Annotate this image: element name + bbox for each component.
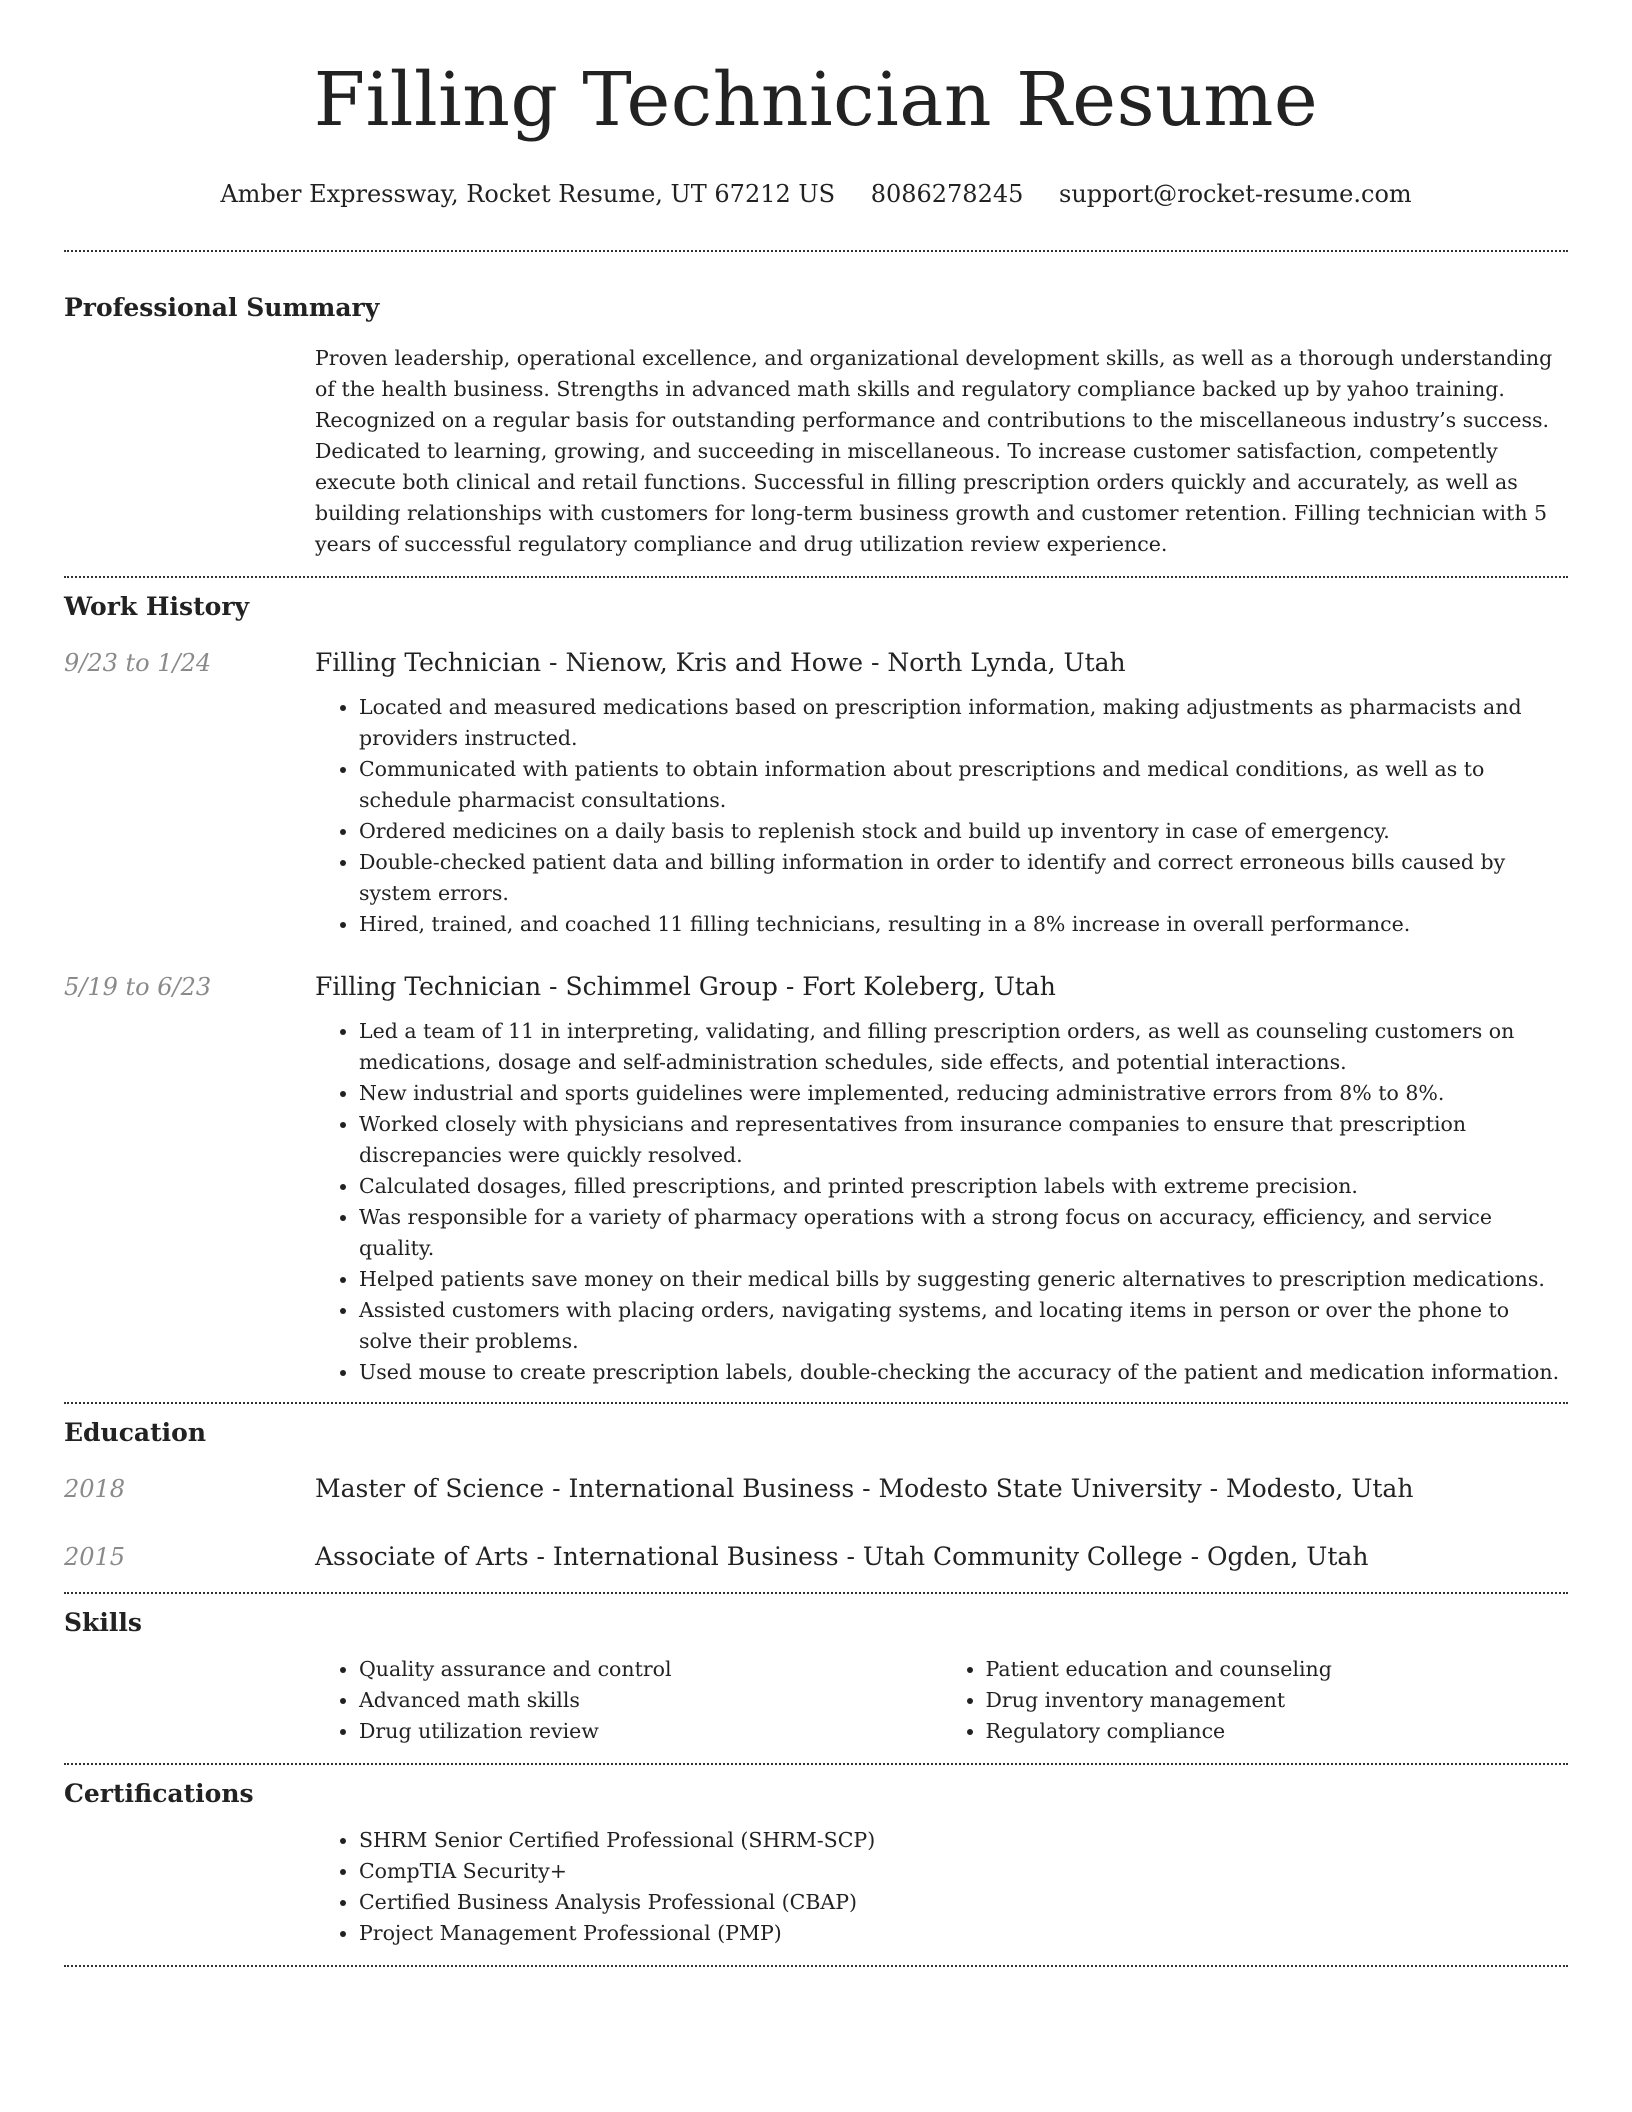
list-item: • CompTIA Security+ (359, 1856, 1568, 1887)
list-item: • Assisted customers with placing orders, navigating systems, and locating items in person or over the phone to solve their problems. (359, 1295, 1568, 1357)
list-item: • SHRM Senior Certified Professional (SHRM-SCP) (359, 1825, 1568, 1856)
skills-section (64, 1594, 1568, 1763)
list-item: • Project Management Professional (PMP) (359, 1918, 1568, 1949)
list-item: • Advanced math skills (359, 1685, 942, 1716)
contact-email: support@rocket-resume.com (1059, 180, 1412, 208)
contact-line (64, 178, 1568, 210)
list-item: • Hired, trained, and coached 11 filling technicians, resulting in a 8% increase in overall performance. (359, 909, 1568, 940)
list-item: • Quality assurance and control (359, 1654, 942, 1685)
summary-section (64, 252, 1568, 576)
section-title-education: Education (64, 1418, 207, 1447)
certifications-list (315, 1825, 1568, 1949)
list-item: • Used mouse to create prescription labels, double-checking the accuracy of the patient and medication information. (359, 1357, 1568, 1388)
list-item: • Drug utilization review (359, 1716, 942, 1747)
list-item: • Patient education and counseling (986, 1654, 1569, 1685)
list-item: • Located and measured medications based on prescription information, making adjustments as pharmacists and providers instructed. (359, 692, 1568, 754)
skills-list-right (942, 1654, 1569, 1747)
divider (64, 1965, 1568, 1967)
job-dates: 5/19 to 6/23 (64, 973, 212, 1001)
skills-list-left (315, 1654, 942, 1747)
list-item: • New industrial and sports guidelines were implemented, reducing administrative errors from 8% to 8%. (359, 1078, 1568, 1109)
education-section (64, 1404, 1568, 1592)
resume-page (64, 0, 1568, 1967)
job-bullets (315, 1016, 1568, 1388)
resume-header (64, 0, 1568, 210)
job-title: Filling Technician - Schimmel Group - Fort Koleberg, Utah (315, 972, 1056, 1001)
resume-title: Filling Technician Resume (313, 57, 1319, 143)
list-item: • Double-checked patient data and billing information in order to identify and correct erroneous bills caused by system errors. (359, 847, 1568, 909)
education-entry (64, 1540, 1568, 1592)
job-title: Filling Technician - Nienow, Kris and Howe - North Lynda, Utah (315, 648, 1126, 677)
summary-text: Proven leadership, operational excellence, and organizational development skills, as well as a thorough understanding of the health business. Strengths in advanced math skills and regulatory compliance backed up by yahoo training. Recognized on a regular basis for outstanding performance and contributions to the miscellaneous industry’s success. Dedicated to learning, growing, and succeeding in miscellaneous. To increase customer satisfaction, competently execute both clinical and retail functions. Successful in filling prescription orders quickly and accurately, as well as building relationships with customers for long-term business growth and customer retention. Filling technician with 5 years of successful regulatory compliance and drug utilization review experience. (315, 346, 1553, 556)
list-item: • Ordered medicines on a daily basis to replenish stock and build up inventory in case of emergency. (359, 816, 1568, 847)
list-item: • Communicated with patients to obtain information about prescriptions and medical conditions, as well as to schedule pharmacist consultations. (359, 754, 1568, 816)
education-year: 2018 (64, 1475, 126, 1503)
section-title-summary: Professional Summary (64, 293, 380, 322)
list-item: • Regulatory compliance (986, 1716, 1569, 1747)
education-year: 2015 (64, 1543, 126, 1571)
education-entry (64, 1472, 1568, 1506)
education-degree: Master of Science - International Business - Modesto State University - Modesto, Utah (315, 1474, 1414, 1503)
section-title-skills: Skills (64, 1608, 142, 1637)
job-entry (64, 646, 1568, 940)
work-history-section (64, 578, 1568, 1402)
list-item: • Certified Business Analysis Professional (CBAP) (359, 1887, 1568, 1918)
section-title-work: Work History (64, 592, 250, 621)
list-item: • Drug inventory management (986, 1685, 1569, 1716)
list-item: • Worked closely with physicians and representatives from insurance companies to ensure that prescription discrepancies were quickly resolved. (359, 1109, 1568, 1171)
job-entry (64, 970, 1568, 1402)
contact-phone: 8086278245 (870, 180, 1024, 208)
section-title-certifications: Certifications (64, 1779, 254, 1808)
contact-address: Amber Expressway, Rocket Resume, UT 67212 US (220, 180, 836, 208)
education-degree: Associate of Arts - International Business - Utah Community College - Ogden, Utah (315, 1542, 1369, 1571)
list-item: • Was responsible for a variety of pharmacy operations with a strong focus on accuracy, efficiency, and service quality. (359, 1202, 1568, 1264)
job-bullets (315, 692, 1568, 940)
list-item: • Helped patients save money on their medical bills by suggesting generic alternatives to prescription medications. (359, 1264, 1568, 1295)
job-dates: 9/23 to 1/24 (64, 649, 212, 677)
list-item: • Calculated dosages, filled prescriptions, and printed prescription labels with extreme precision. (359, 1171, 1568, 1202)
certifications-section (64, 1765, 1568, 1965)
list-item: • Led a team of 11 in interpreting, validating, and filling prescription orders, as well as counseling customers on medications, dosage and self-administration schedules, side effects, and potential interactions. (359, 1016, 1568, 1078)
